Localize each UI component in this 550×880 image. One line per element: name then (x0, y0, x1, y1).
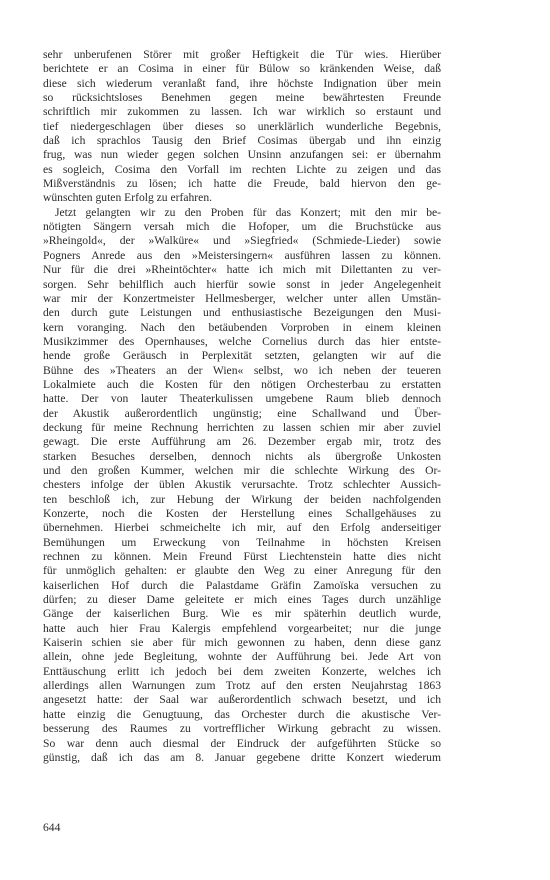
text-line: gewagt. Die erste Aufführung am 26. Dezember ergab mir, trotz des (43, 435, 441, 449)
text-line: sehr unberufenen Störer mit großer Heftigkeit die Tür wies. Hierüber (43, 48, 441, 61)
text-line: hatte. Der von lauter Theaterkulissen umgebene Raum blieb dennoch (43, 392, 441, 406)
text-line: war mir der Konzertmeister Hellmesberger, welcher unter allen Umstän- (43, 291, 441, 305)
text-line: Nur für die drei »Rheintöchter« hatte ich mich mit Dilettanten zu ver- (43, 263, 441, 277)
text-line: angesetzt hatte: der Saal war außerordentlich schwach besetzt, und ich (43, 693, 441, 707)
text-line: tief niedergeschlagen über dieses so unerklärlich wunderliche Begebnis, (43, 119, 441, 133)
text-line: allerdings allen Warnungen zum Trotz auf den ersten Neujahrstag 1863 (43, 679, 441, 693)
text-line: besserung des Raumes zu vortrefflicher Wirkung gebracht zu wissen. (43, 722, 441, 736)
text-line: kaiserlichen Hof durch die Palastdame Gräfin Zamoïska versuchen zu (43, 578, 441, 592)
text-line: Mißverständnis zu lösen; ich hatte die Freude, bald hiervon den ge- (43, 177, 441, 191)
text-line: für unmöglich gehalten: er glaubte den Weg zu einer Anregung für den (43, 564, 441, 578)
text-line: rechnen zu können. Mein Freund Fürst Liechtenstein hatte dies nicht (43, 550, 441, 564)
text-line: So war denn auch diesmal der Eindruck der aufgeführten Stücke so (43, 736, 441, 750)
text-line: berichtete er an Cosima in einer für Bülow so kränkenden Weise, daß (43, 62, 441, 76)
text-line: hatte einzig die Genugtuung, das Orchester durch die akustische Ver- (43, 707, 441, 721)
page-number: 644 (43, 821, 61, 834)
text-line: der Akustik außerordentlich ungünstig; eine Schallwand und Über- (43, 406, 441, 420)
text-line: es sogleich, Cosima den Vorfall im rechten Lichte zu zeigen und das (43, 162, 441, 176)
text-line: ten beschloß ich, zur Hebung der Wirkung der beiden nachfolgenden (43, 492, 441, 506)
text-line: frug, was nun wieder gegen solchen Unsinn anzufangen sei: er übernahm (43, 148, 441, 162)
text-line: dürfen; zu dieser Dame geleitete er mich eines Tages durch unzählige (43, 593, 441, 607)
text-line: daß ich sprachlos Tausig den Brief Cosimas übergab und ihn einzig (43, 134, 441, 148)
text-line: Enttäuschung erlitt ich jedoch bei dem zweiten Konzerte, welches ich (43, 664, 441, 678)
text-line: diese sich wiederum veranlaßt fand, ihre höchste Indignation über mein (43, 76, 441, 90)
text-line: hende große Geräusch in Perplexität setzten, gelangten wir auf die (43, 349, 441, 363)
text-line: Kaiserin schien sie aber für mich gewonnen zu haben, denn diese ganz (43, 636, 441, 650)
text-line: den durch gute Leistungen und enthusiastische Bezeigungen den Musi- (43, 306, 441, 320)
book-page-text (43, 48, 441, 765)
text-line: Konzerte, noch die Kosten der Herstellung eines Schallgehäuses zu (43, 507, 441, 520)
text-line: Bühne des »Theaters an der Wien« selbst, wo ich neben der teueren (43, 363, 441, 377)
text-line: übernehmen. Hierbei schmeichelte ich mir, auf den Erfolg anderseitiger (43, 521, 441, 535)
text-line: starken Besuches derselben, dennoch nichts als übergroße Unkosten (43, 449, 441, 463)
text-line: allein, ohne jede Begleitung, wohnte der Aufführung bei. Jede Art von (43, 650, 441, 664)
text-line: Bemühungen um Erweckung von Teilnahme in höchsten Kreisen (43, 535, 441, 549)
text-line: schriftlich mir zukommen zu lassen. Ich war wirklich so erstaunt und (43, 105, 441, 119)
text-line: sorgen. Sehr behilflich auch hierfür sowie sonst in jeder Angelegenheit (43, 277, 441, 291)
text-line: Musikzimmer des Opernhauses, welche Cornelius durch das hier entste- (43, 334, 441, 348)
text-line: günstig, daß ich das am 8. Januar gegebene dritte Konzert wiederum (43, 750, 441, 764)
text-line: kern voranging. Nach den betäubenden Vorproben in einem kleinen (43, 320, 441, 334)
text-line: »Rheingold«, der »Walküre« und »Siegfried« (Schmiede-Lieder) sowie (43, 234, 441, 248)
text-line: chesters infolge der üblen Akustik verursachte. Trotz schlechter Aussich- (43, 478, 441, 492)
text-line: Jetzt gelangten wir zu den Proben für das Konzert; mit den mir be- (55, 205, 441, 219)
text-line: und den großen Kummer, welchen mir die schlechte Wirkung des Or- (43, 463, 441, 477)
text-line: Lokalmiete auch die Kosten für den nötigen Orchesterbau zu erstatten (43, 377, 441, 391)
text-line: wünschten guten Erfolg zu erfahren. (43, 191, 213, 205)
text-line: deckung für meine Rechnung herrichten zu lassen schien mir aber zuviel (43, 420, 441, 434)
text-line: Gänge der kaiserlichen Burg. Wie es mir späterhin deutlich wurde, (43, 607, 441, 621)
text-line: hatte auch hier Frau Kalergis empfehlend vorgearbeitet; nur die junge (43, 621, 441, 635)
text-line: nötigten Sängern versah mich die Hofoper, um die Bruchstücke aus (43, 220, 441, 234)
text-line: so rücksichtsloses Benehmen gegen meine bewährtesten Freunde (43, 91, 441, 105)
text-line: Pogners Anrede aus den »Meistersingern« ausführen lassen zu können. (43, 248, 441, 262)
